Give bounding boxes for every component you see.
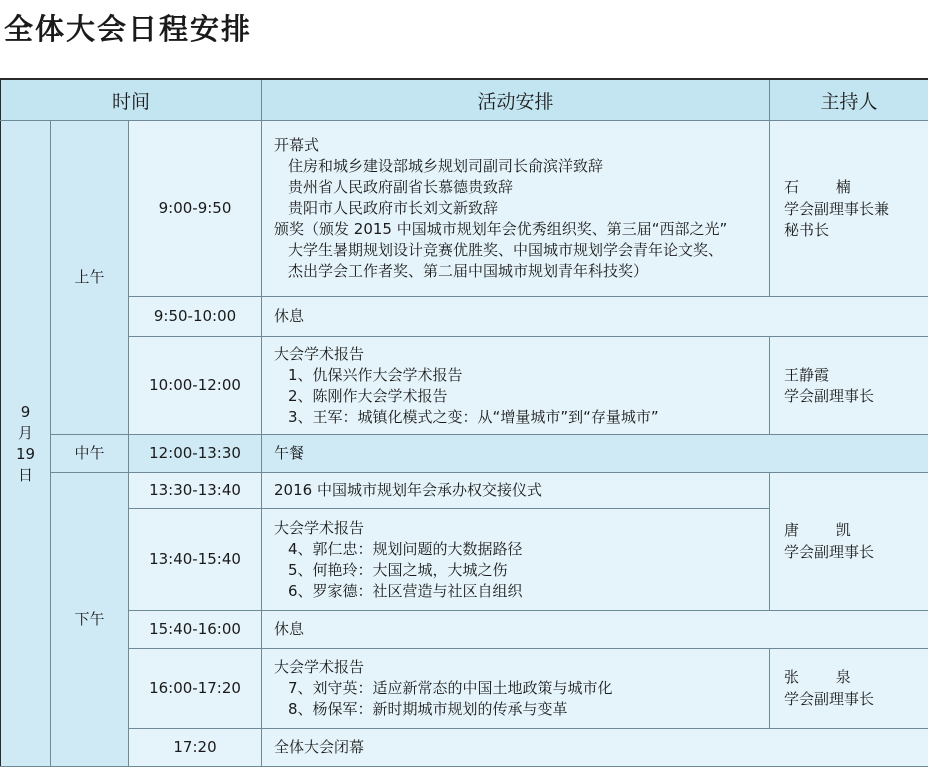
host-cell <box>770 337 928 435</box>
host-name: 石 楠 <box>784 177 867 196</box>
time-cell: 13:40-15:40 <box>129 509 262 611</box>
time-cell: 10:00-12:00 <box>129 337 262 435</box>
activity-cell <box>262 649 770 729</box>
host-name: 张 泉 <box>784 668 867 686</box>
date-cell <box>1 121 51 767</box>
activity-line: 大会学术报告 <box>274 658 365 676</box>
activity-line: 大会学术报告 <box>274 344 365 363</box>
activity-line: 大学生暑期规划设计竞赛优胜奖、中国城市规划学会青年论文奖、 <box>288 241 724 259</box>
activity-line: 7、刘守英：适应新常态的中国土地政策与城市化 <box>288 679 613 697</box>
host-title-line: 秘书长 <box>784 220 830 239</box>
host-title-line: 学会副理事长 <box>784 543 875 561</box>
period-noon: 中午 <box>51 435 129 473</box>
table-row <box>1 337 928 435</box>
activity-line: 杰出学会工作者奖、第二届中国城市规划青年科技奖） <box>288 262 649 280</box>
activity-cell <box>262 611 928 649</box>
header-host: 主持人 <box>770 80 928 121</box>
activity-line: 1、仇保兴作大会学术报告 <box>288 365 463 384</box>
host-name: 唐 凯 <box>784 521 867 539</box>
header-activity: 活动安排 <box>262 80 770 121</box>
table-row <box>1 121 928 297</box>
host-title-line: 学会副理事长兼 <box>784 199 890 218</box>
table-row <box>1 435 928 473</box>
table-header-row <box>1 80 928 121</box>
host-title-line: 学会副理事长 <box>784 690 875 708</box>
time-cell: 15:40-16:00 <box>129 611 262 649</box>
host-cell <box>770 649 928 729</box>
time-cell: 17:20 <box>129 729 262 767</box>
time-cell: 12:00-13:30 <box>129 435 262 473</box>
activity-line: 2016 中国城市规划年会承办权交接仪式 <box>274 481 542 499</box>
activity-line: 休息 <box>274 307 305 325</box>
activity-cell <box>262 435 928 473</box>
period-morning: 上午 <box>51 121 129 435</box>
activity-line: 8、杨保军：新时期城市规划的传承与变革 <box>288 700 568 718</box>
host-title-line: 学会副理事长 <box>784 386 875 405</box>
activity-cell <box>262 729 928 767</box>
activity-cell <box>262 297 928 337</box>
activity-line: 贵州省人民政府副省长慕德贵致辞 <box>288 178 514 196</box>
date-month-char: 月 <box>17 423 33 442</box>
activity-line: 贵阳市人民政府市长刘文新致辞 <box>288 199 499 217</box>
activity-line: 3、王军：城镇化模式之变：从“增量城市”到“存量城市” <box>288 407 659 426</box>
activity-line: 休息 <box>274 620 305 638</box>
host-cell <box>770 473 928 611</box>
activity-cell <box>262 337 770 435</box>
activity-cell <box>262 473 770 509</box>
activity-line: 全体大会闭幕 <box>274 738 365 756</box>
page-title: 全体大会日程安排 <box>4 12 253 46</box>
table-row <box>1 729 928 767</box>
activity-line: 午餐 <box>274 444 305 462</box>
time-cell: 13:30-13:40 <box>129 473 262 509</box>
date-day-number: 19 <box>15 444 36 463</box>
table-row <box>1 297 928 337</box>
activity-line: 2、陈刚作大会学术报告 <box>288 386 448 405</box>
period-afternoon: 下午 <box>51 473 129 767</box>
activity-line: 4、郭仁忠：规划问题的大数据路径 <box>288 539 523 558</box>
time-cell: 9:00-9:50 <box>129 121 262 297</box>
host-cell <box>770 121 928 297</box>
activity-line: 5、何艳玲：大国之城，大城之伤 <box>288 560 508 579</box>
table-row <box>1 473 928 509</box>
activity-line: 6、罗家德：社区营造与社区自组织 <box>288 581 523 600</box>
activity-line: 大会学术报告 <box>274 518 365 537</box>
time-cell: 9:50-10:00 <box>129 297 262 337</box>
schedule-table <box>0 80 928 767</box>
activity-cell <box>262 509 770 611</box>
table-row <box>1 649 928 729</box>
activity-line: 住房和城乡建设部城乡规划司副司长俞滨洋致辞 <box>288 157 604 175</box>
activity-line: 颁奖（颁发 2015 中国城市规划年会优秀组织奖、第三届“西部之光” <box>274 220 728 238</box>
date-month-number: 9 <box>20 402 31 421</box>
host-name: 王静霞 <box>784 365 830 384</box>
header-time: 时间 <box>1 80 262 121</box>
date-day-char: 日 <box>17 465 33 484</box>
activity-cell <box>262 121 770 297</box>
table-row <box>1 611 928 649</box>
activity-line: 开幕式 <box>274 136 320 154</box>
time-cell: 16:00-17:20 <box>129 649 262 729</box>
